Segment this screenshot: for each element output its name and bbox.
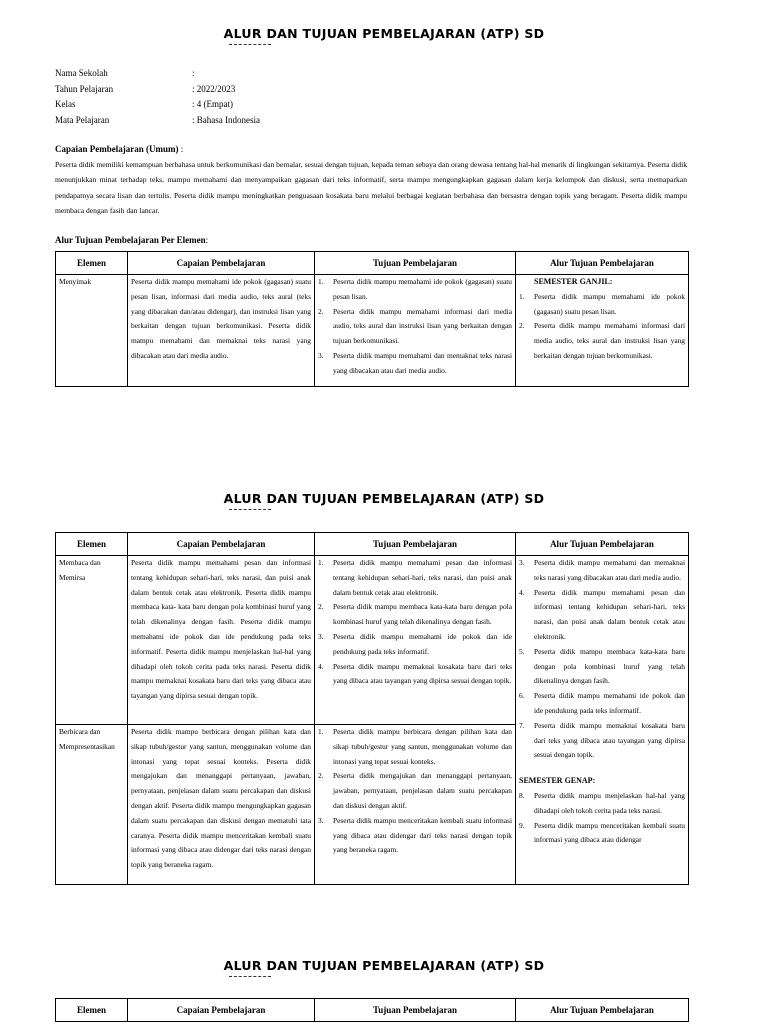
item-number: 1.	[318, 727, 324, 736]
info-label: Mata Pelajaran	[55, 114, 110, 125]
item-text: Peserta didik mampu memahami pesan dan informasi tentang kehidupan sehari-hari, teks narasi, dan puisi anak dalam bentuk cetak atau elektronik.	[534, 587, 685, 641]
header-elemen: Elemen	[56, 533, 128, 556]
item-text: Peserta didik mampu memahami dan memaknai teks narasi yang dibacakan atau dari media audio.	[333, 350, 512, 375]
list-item	[318, 275, 512, 305]
cp-heading	[55, 144, 183, 154]
item-number: 1.	[318, 558, 324, 567]
item-text: Peserta didik mengajukan dan menanggapi pertanyaan, jawaban, pernyataan, penjelasan dalam suatu percakapan dan diskusi dengan aktif.	[333, 771, 512, 810]
item-number: 7.	[519, 720, 525, 730]
item-text: Peserta didik mampu memaknai kosakata baru dari teks yang dibaca atau tayangan yang dipirsa sesuai dengan topik.	[534, 720, 685, 760]
atp-table-1	[55, 251, 689, 387]
cp-heading-suffix: :	[178, 144, 184, 154]
table-row	[56, 556, 689, 725]
info-value: : Bahasa Indonesia	[192, 114, 260, 125]
list-item	[318, 556, 512, 600]
item-number: 6.	[519, 691, 525, 701]
atp-table-2	[55, 532, 689, 885]
list-item	[519, 556, 685, 586]
item-text: Peserta didik mampu memahami informasi dari media audio, teks aural dan instruksi lisan yang berkaitan dengan tujuan berkomunikasi.	[333, 306, 512, 346]
title-underline	[229, 509, 271, 512]
item-text: Peserta didik mampu berbicara dengan pilihan kata dan sikap tubuh/gestur yang santun, menggunakan volume dan intonasi yang tepat sesuai konteks.	[333, 727, 512, 766]
semester-label: SEMESTER GENAP:	[519, 776, 596, 786]
alur-heading	[55, 235, 208, 245]
school-info	[55, 66, 260, 128]
page-title: ALUR DAN TUJUAN PEMBELAJARAN (ATP) SD	[223, 958, 545, 973]
item-number: 9.	[519, 820, 525, 830]
item-text: Peserta didik mampu membaca kata-kata baru dengan pola kombinasi huruf yang telah dikenalinya dengan fasih.	[333, 602, 512, 627]
tujuan-cell	[315, 725, 516, 885]
info-value: : 4 (Empat)	[192, 99, 233, 109]
item-text: Peserta didik mampu menceritakan kembali suatu informasi yang dibaca atau didengar dari teks narasi dengan topik yang beraneka ragam.	[333, 815, 512, 855]
info-value: : 2022/2023	[192, 83, 236, 94]
list-item	[318, 305, 512, 349]
header-alur: Alur Tujuan Pembelajaran	[516, 999, 689, 1022]
list-item	[318, 349, 512, 379]
item-text: Peserta didik mampu menjelaskan hal-hal yang dihadapi oleh tokoh cerita pada teks narasi.	[534, 790, 685, 815]
capaian-cell: Peserta didik mampu berbicara dengan pilihan kata dan sikap tubuh/gestur yang santun, menggunakan volume dan intonasi yang tepat sesuai konteks. Peserta didik mengajukan dan menanggapi pertanyaan, jawaban, pernyataan, penjelasan dalam suatu percakapan dan diskusi dengan aktif. Peserta didik mampu mengungkapkan gagasan dalam suatu percakapan dan diskusi dengan mematuhi tata caranya. Peserta didik mampu menceritakan kembali suatu informasi yang dibaca atau didengar dari teks narasi dengan topik yang beraneka ragam.	[128, 725, 315, 885]
list-item	[318, 814, 512, 858]
info-label: Tahun Pelajaran	[55, 83, 114, 94]
list-item	[318, 600, 512, 630]
item-number: 5.	[519, 646, 525, 656]
header-tujuan: Tujuan Pembelajaran	[315, 252, 516, 275]
item-text: Peserta didik mampu memahami ide pokok (gagasan) suatu pesan lisan.	[534, 291, 685, 316]
header-capaian: Capaian Pembelajaran	[128, 252, 315, 275]
list-item	[318, 725, 512, 769]
item-text: Peserta didik mampu membaca kata-kata baru dengan pola kombinasi huruf yang telah dikenalinya dengan fasih.	[534, 646, 685, 686]
item-number: 1.	[318, 277, 324, 286]
header-alur: Alur Tujuan Pembelajaran	[516, 252, 689, 275]
info-row	[55, 97, 260, 113]
list-item	[519, 719, 685, 763]
cp-heading-text: Capaian Pembelajaran (Umum)	[55, 144, 179, 154]
atp-table-3	[55, 998, 689, 1022]
item-number: 8.	[519, 790, 525, 800]
title-underline	[229, 44, 271, 47]
header-elemen: Elemen	[56, 252, 128, 275]
header-capaian: Capaian Pembelajaran	[128, 533, 315, 556]
alur-heading-text: Alur Tujuan Pembelajaran Per Elemen	[55, 235, 206, 245]
table-header-row	[56, 252, 689, 275]
item-text: Peserta didik mampu memahami dan memaknai teks narasi yang dibacakan atau dari media audio.	[534, 558, 685, 582]
info-label: Kelas	[55, 99, 76, 109]
item-number: 2.	[318, 602, 324, 612]
item-text: Peserta didik mampu memahami pesan dan informasi tentang kehidupan sehari-hari, teks narasi, dan puisi anak dalam bentuk cetak atau elektronik.	[333, 558, 512, 597]
list-item	[318, 630, 512, 660]
header-alur: Alur Tujuan Pembelajaran	[516, 533, 689, 556]
elemen-cell: Menyimak	[56, 275, 128, 387]
header-tujuan: Tujuan Pembelajaran	[315, 999, 516, 1022]
item-text: Peserta didik mampu memahami ide pokok dan ide pendukung pada teks informatif.	[534, 691, 685, 715]
page-title: ALUR DAN TUJUAN PEMBELAJARAN (ATP) SD	[223, 491, 545, 506]
item-text: Peserta didik mampu memahami ide pokok (gagasan) suatu pesan lisan.	[333, 277, 512, 301]
item-number: 2.	[318, 306, 324, 316]
item-number: 1.	[519, 291, 525, 301]
info-label: Nama Sekolah	[55, 68, 108, 78]
list-item	[519, 586, 685, 645]
elemen-cell: Berbicara dan Mempresentasikan	[56, 725, 128, 885]
item-text: Peserta didik mampu memahami informasi dari media audio, teks aural dan instruksi lisan yang berkaitan dengan tujuan berkomunikasi.	[534, 321, 685, 360]
item-text: Peserta didik mampu memaknai kosakata baru dari teks yang dibaca atau tayangan yang dipirsa sesuai dengan topik.	[333, 661, 512, 686]
cp-paragraph: Peserta didik memiliki kemampuan berbahasa untuk berkomunikasi dan bernalar, sesuai dengan tujuan, kepada teman sebaya dan orang dewasa tentang hal-hal menarik di lingkungan sekitarnya. Peserta didik menunjukkan minat terhadap teks, mampu memahami dan menyampaikan gagasan dari teks informatif, serta mampu mengungkapkan gagasan dalam kerja kelompok dan diskusi, serta memaparkan pendapatnya secara lisan dan tertulis. Peserta didik mampu meningkatkan penguasaan kosakata baru melalui berbagai kegiatan berbahasa dan bersastra dengan topik yang beragam. Peserta didik mampu membaca dengan fasih dan lancar.	[55, 160, 687, 215]
table-header-row	[56, 533, 689, 556]
page-title: ALUR DAN TUJUAN PEMBELAJARAN (ATP) SD	[223, 26, 545, 41]
item-number: 3.	[519, 558, 525, 567]
list-item	[519, 645, 685, 689]
list-item	[519, 319, 685, 363]
list-item	[519, 290, 685, 320]
item-number: 4.	[318, 661, 324, 671]
tujuan-cell	[315, 275, 516, 387]
list-item	[318, 769, 512, 813]
info-row	[55, 113, 260, 129]
list-item	[318, 660, 512, 690]
alur-heading-suffix: :	[205, 235, 209, 245]
elemen-cell: Membaca dan Memirsa	[56, 556, 128, 725]
list-item	[519, 819, 685, 849]
info-row	[55, 82, 260, 98]
list-item	[519, 789, 685, 819]
alur-cell	[516, 275, 689, 387]
item-number: 4.	[519, 587, 525, 597]
semester-label: SEMESTER GANJIL:	[534, 277, 613, 286]
alur-cell	[516, 556, 689, 885]
capaian-cell: Peserta didik mampu memahami pesan dan informasi tentang kehidupan sehari-hari, teks narasi, dan puisi anak dalam bentuk cetak atau elektronik. Peserta didik mampu membaca kata- kata baru dengan pola kombinasi huruf yang telah dikenalinya dengan fasih. Peserta didik mampu memahami ide pokok dan ide pendukung pada teks informatif. Peserta didik mampu menjelaskan hal-hal yang dihadapi oleh tokoh cerita pada teks narasi. Peserta didik mampu memaknai kosakata baru dari teks yang dibaca atau tayangan yang dipirsa sesuai dengan topik.	[128, 556, 315, 725]
header-capaian: Capaian Pembelajaran	[128, 999, 315, 1022]
list-item	[519, 689, 685, 719]
item-number: 3.	[318, 350, 324, 360]
item-number: 2.	[318, 771, 324, 781]
table-header-row	[56, 999, 689, 1022]
item-text: Peserta didik mampu memahami ide pokok dan ide pendukung pada teks informatif.	[333, 631, 512, 656]
header-tujuan: Tujuan Pembelajaran	[315, 533, 516, 556]
header-elemen: Elemen	[56, 999, 128, 1022]
tujuan-cell	[315, 556, 516, 725]
item-text: Peserta didik mampu menceritakan kembali suatu informasi yang dibaca atau didengar	[534, 820, 685, 845]
info-value: :	[192, 68, 195, 78]
title-underline	[229, 976, 271, 979]
item-number: 3.	[318, 815, 324, 825]
info-row	[55, 66, 260, 82]
table-row	[56, 275, 689, 387]
item-number: 3.	[318, 631, 324, 641]
capaian-cell: Peserta didik mampu memahami ide pokok (gagasan) suatu pesan lisan, informasi dari media audio, teks aural (teks yang dibacakan dan/atau didengar), dan instruksi lisan yang berkaitan dengan tujuan berkomunikasi. Peserta didik mampu memahami dan memaknai teks narasi yang dibacakan atau dari media audio.	[128, 275, 315, 387]
item-number: 2.	[519, 321, 525, 331]
